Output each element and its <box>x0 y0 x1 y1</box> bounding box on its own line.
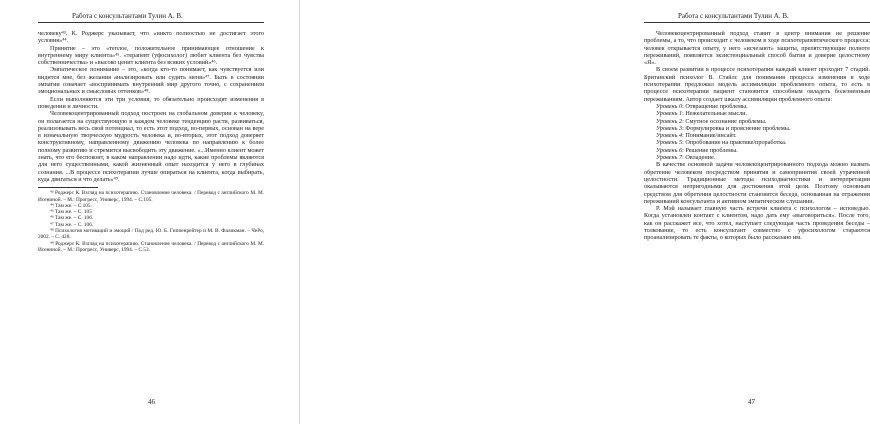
level-label: Уровень 4 <box>656 132 683 140</box>
footnote-43: ⁴³ Роджерс К. Взгляд на психотерапию. Становление человека. / Перевод с английского М. М. Исениной. – М.: Прогресс, Универс, 1994. – С.105. <box>38 190 264 203</box>
footnote-47: ⁴⁷ Там же. – С. 106. <box>50 221 94 228</box>
level-label: Уровень 1 <box>656 110 683 118</box>
left-page-number: 46 <box>148 398 155 406</box>
right-paragraph-2: В своем развитии в процессе психотерапии каждый клиент проходит 7 стадий. Британский психолог В. Стайлс для понимания процесса изменения в ходе психотерапии предложил модель ассимиляции проблемного опыта, то есть в процессе психотерапии пациент становится способным овладеть болезненным переживаниям. Автор создает шкалу ассимиляции проблемного опыта: <box>644 66 870 103</box>
right-paragraph-1: Человекоцентрированный подход ставит в центр внимания не решение проблемы, а то, что происходит с человеком в ходе психотерапевтического процесса: человек открывается опыту, у него «исчезают» защиты, препятствующие полноте переживаний, появляется экзистенциальный способ бытия и доверие целостному «Я». <box>644 30 870 67</box>
right-paragraph-3: В качестве основной задачи человекоцентрированного подхода можно назвать обретение человеком посредством принятия и самопринятия своей утраченной целостности. Традиционные методы психодиагностики и интерпретации оказываются непригодными для достижения этой цели. Поэтому основным средством для обретения целостности становится беседа, основанная на отражении переживаний консультанта и активном эмпатическом слушании. <box>644 161 870 205</box>
level-item-2 <box>644 118 870 125</box>
footnote-separator <box>38 187 98 188</box>
left-header-text: Работа с консультантами Тулин А. В. <box>72 12 183 20</box>
left-page <box>0 0 300 424</box>
level-label: Уровень 0 <box>656 102 683 110</box>
footnote-49: ⁴⁹ Роджерс К. Взгляд на психотерапию. Становление человека. / Перевод с английского М. М. Исениной. – М.: Прогресс, Универс, 1994. – С.53. <box>38 240 264 253</box>
level-text: : Смутное осознание проблемы. <box>682 117 767 125</box>
level-text: : Формулировка и прояснение проблемы. <box>682 124 791 132</box>
level-text: : Решение проблемы. <box>682 146 738 154</box>
level-text: : Опробование на практике/проработка. <box>682 139 787 147</box>
left-paragraph-5: Человекоцентрированный подход построен на глобальном доверии к человеку, он полагается на существующую в каждом человеке тенденцию расти, развиваться, реализовывать весь свой потенциал, то есть этот подход, во-первых, основан на вере в изначальную творческую мудрость человека и, во-вторых, этот подход доверяет конструктивному, направленному движению человека по направлению к более полному развитию и стремится высвободить эту движение. «...Именно клиент может знать, что его беспокоит, в каком направлении надо идти, какие проблемы являются для него существенными, какой жизненный опыт находится у него в глубинах сознания. ...В процессе психотерапии лучше опираться на клиента, когда выбирать, куда двигаться и что делать»⁴⁹. <box>38 110 264 183</box>
left-paragraph-3: Эмпатическое понимание – это, «когда кто-то понимает, как чувствуется или видится мне, без желания анализировать или судить меня»⁴⁷. Быть в состоянии эмпатии означает «воспринимать внутренний мир другого точно, с сохранением эмоциональных и смысловых оттенков»⁴⁸. <box>38 66 264 96</box>
footnote-48: ⁴⁸ Психология мотиваций и эмоций / Под ред. Ю. Б. Гиппенрейтер и М. В. Фаликман. – ЧеРо, 2002. – С. 428. <box>38 228 264 241</box>
level-item-3 <box>644 125 870 132</box>
level-item-0 <box>644 103 870 110</box>
right-column <box>644 30 870 242</box>
level-label: Уровень 3 <box>656 124 683 132</box>
right-page-number: 47 <box>748 398 755 406</box>
level-text: : Овладение. <box>682 154 716 162</box>
level-label: Уровень 2 <box>656 117 683 125</box>
level-text: : Нежелательные мысли. <box>682 110 748 118</box>
left-running-header <box>38 10 264 23</box>
level-item-1 <box>644 110 870 117</box>
left-paragraph-2: Принятие – это «теплое, положительное принимающее отношение к внутреннему миру клиента»⁴⁵. «терапевт (уфосихолог) любит клиента без чувства собственничества» и «высоко ценит клиента без всяких условий»⁴⁶. <box>38 44 264 67</box>
right-running-header <box>644 10 870 23</box>
footnote-44: ⁴⁴ Там же. – С.105. <box>50 202 92 209</box>
level-item-5 <box>644 139 870 146</box>
left-paragraph-4: Если выполняются эти три условия, то обязательно происходят изменения в поведении и личности. <box>38 95 264 110</box>
level-label: Уровень 6 <box>656 146 683 154</box>
right-page <box>300 0 870 424</box>
footnote-45: ⁴⁵ Там же. – С. 105 <box>50 209 92 216</box>
level-text: : Отвращение проблемы. <box>682 102 748 110</box>
right-header-text: Работа с консультантами Тулин А. В. <box>678 12 789 20</box>
level-item-6 <box>644 147 870 154</box>
level-label: Уровень 7 <box>656 154 683 162</box>
level-item-7 <box>644 154 870 161</box>
level-item-4 <box>644 132 870 139</box>
left-column <box>38 30 264 253</box>
right-paragraph-4: Р. Мэй называет главную часть встречи клиента с психологом – исповедью. Когда установлен контакт с клиентом, надо дать ему «выговориться». После того, как он расскажет все, что хотел, наступает следующая часть проведения беседы – толкование, то есть консультант совместно с уфосихологом стараются проанализировать те факты, о которых было рассказано им. <box>644 205 870 242</box>
footnote-46: ⁴⁶ Там же. – С. 106. <box>50 215 94 222</box>
left-paragraph-1: человеку⁴³. К. Роджерс указывает, что «никто полностью не достигает этого условия»⁴⁴. <box>38 30 264 45</box>
level-text: : Понимание/инсайт. <box>682 132 737 140</box>
level-label: Уровень 5 <box>656 139 683 147</box>
